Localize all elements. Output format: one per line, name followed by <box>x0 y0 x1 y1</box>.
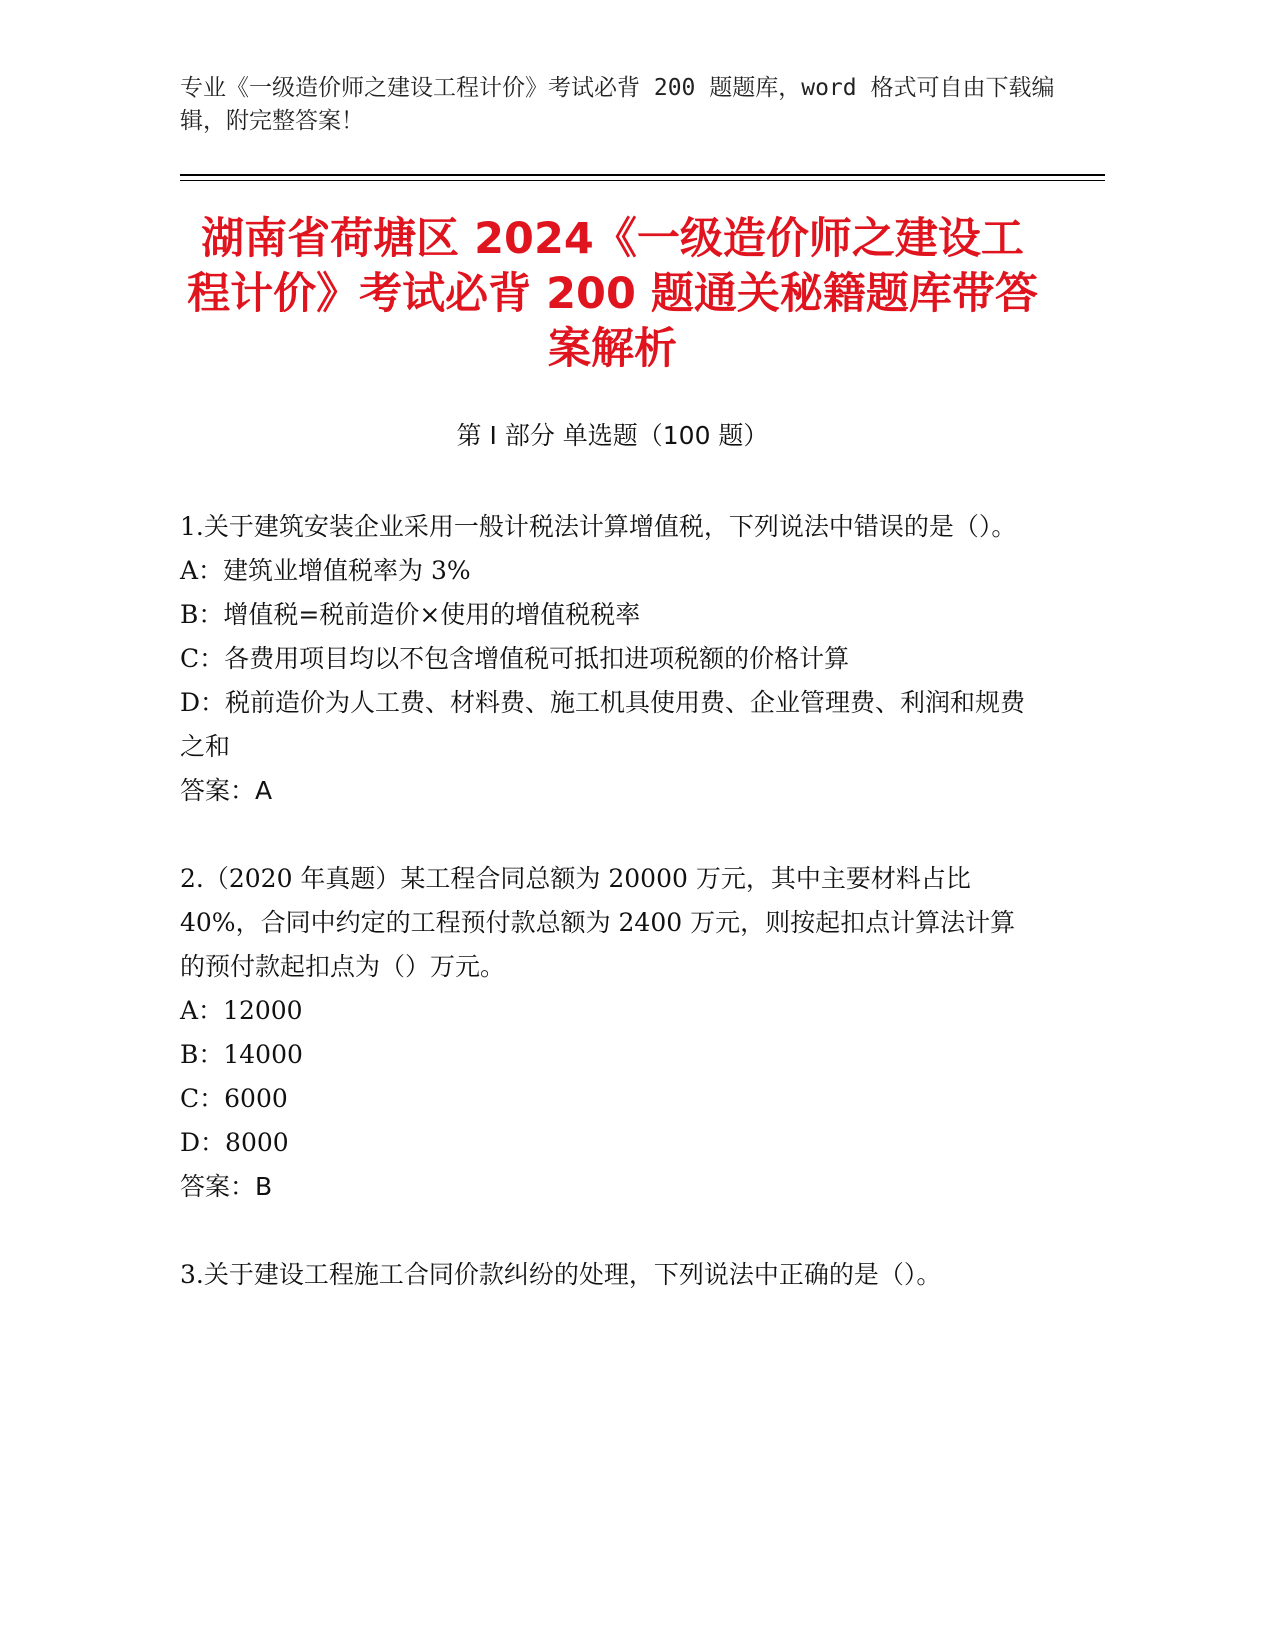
option-d: D：8000 <box>180 1128 289 1157</box>
question-stem: 3.关于建设工程施工合同价款纠纷的处理，下列说法中正确的是（）。 <box>180 1260 942 1289</box>
option-a: A：12000 <box>180 996 303 1025</box>
document-title: 湖南省荷塘区 2024《一级造价师之建设工程计价》考试必背 200 题通关秘籍题库带答案解析 <box>187 214 1038 374</box>
question-stem: 1.关于建筑安装企业采用一般计税法计算增值税，下列说法中错误的是（）。 <box>180 512 1017 541</box>
option-b: B：增值税=税前造价×使用的增值税税率 <box>180 600 641 629</box>
option-c: C：6000 <box>180 1084 288 1113</box>
question-list <box>180 505 1030 1341</box>
header-rule-thin <box>180 180 1105 181</box>
answer-label: 答案：B <box>180 1172 273 1201</box>
answer-label: 答案：A <box>180 776 273 805</box>
question-stem: 2.（2020 年真题）某工程合同总额为 20000 万元，其中主要材料占比 40%，合同中约定的工程预付款总额为 2400 万元，则按起扣点计算法计算的预付款起扣点为（）万元。 <box>180 864 1016 981</box>
option-c: C：各费用项目均以不包含增值税可抵扣进项税额的价格计算 <box>180 644 850 673</box>
question-3 <box>180 1253 1030 1297</box>
question-1 <box>180 505 1030 813</box>
header-note: 专业《一级造价师之建设工程计价》考试必背 200 题题库，word 格式可自由下载编辑，附完整答案！ <box>180 75 1055 134</box>
section-heading: 第 I 部分 单选题（100 题） <box>456 421 769 450</box>
option-d: D：税前造价为人工费、材料费、施工机具使用费、企业管理费、利润和规费之和 <box>180 688 1026 761</box>
header-rule-thick <box>180 174 1105 176</box>
question-2 <box>180 857 1030 1209</box>
option-a: A：建筑业增值税率为 3% <box>180 556 471 585</box>
option-b: B：14000 <box>180 1040 303 1069</box>
